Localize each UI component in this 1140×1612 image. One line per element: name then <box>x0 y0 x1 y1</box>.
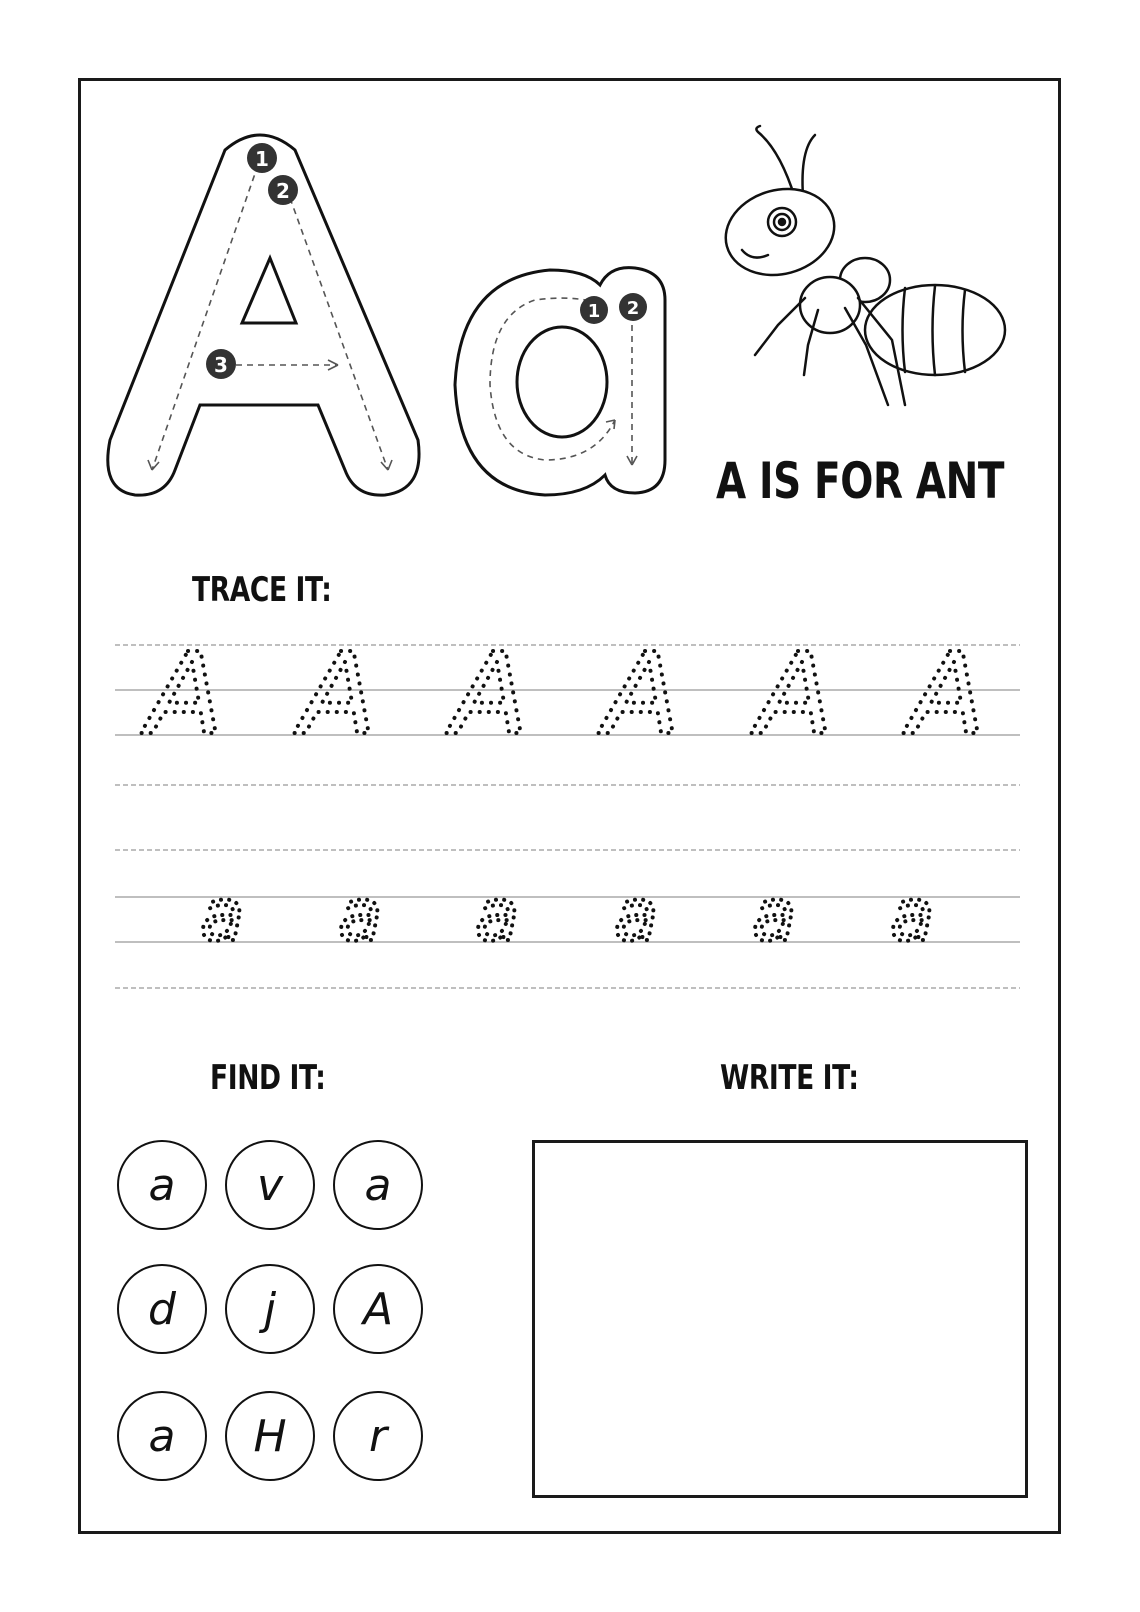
stroke-number-upper-1: 1 <box>255 147 269 171</box>
trace-lowercase-letter: a <box>613 873 659 957</box>
trace-uppercase-letter: A <box>756 630 834 760</box>
find-letter-label: a <box>148 1410 176 1462</box>
find-letter-label: j <box>263 1283 277 1335</box>
find-letter-circle[interactable] <box>225 1391 315 1481</box>
find-letter-circle[interactable] <box>333 1264 423 1354</box>
trace-area <box>0 620 1140 1000</box>
stroke-number-lower-1: 1 <box>587 301 601 322</box>
write-box[interactable] <box>532 1140 1028 1498</box>
trace-uppercase-letter: A <box>299 630 377 760</box>
stroke-number-upper-2: 2 <box>276 179 290 203</box>
write-heading: WRITE IT: <box>720 1058 859 1098</box>
page-title: A IS FOR ANT <box>716 452 1005 510</box>
trace-lowercase-letter: a <box>199 873 245 957</box>
stroke-number-upper-3: 3 <box>214 353 228 377</box>
find-letter-circle[interactable] <box>117 1264 207 1354</box>
trace-lowercase-letter: a <box>337 873 383 957</box>
find-letter-label: d <box>148 1283 176 1335</box>
find-letter-circle[interactable] <box>225 1264 315 1354</box>
trace-heading: TRACE IT: <box>192 570 332 610</box>
handwriting-lines <box>0 620 1140 1000</box>
find-letter-label: A <box>362 1283 394 1335</box>
find-letter-label: a <box>364 1159 392 1211</box>
find-heading: FIND IT: <box>210 1058 326 1098</box>
trace-lowercase-letter: a <box>474 873 520 957</box>
find-letter-circle[interactable] <box>117 1140 207 1230</box>
find-letter-circle[interactable] <box>333 1391 423 1481</box>
trace-lowercase-letter: a <box>889 873 935 957</box>
stroke-number-lower-2: 2 <box>626 298 640 319</box>
find-letter-label: H <box>253 1410 287 1462</box>
find-letter-circle[interactable] <box>333 1140 423 1230</box>
find-letter-label: r <box>368 1410 388 1462</box>
trace-lowercase-letter: a <box>751 873 797 957</box>
trace-uppercase-letter: A <box>451 630 529 760</box>
trace-uppercase-letter: A <box>603 630 681 760</box>
find-letter-label: v <box>256 1159 284 1211</box>
ant-icon <box>716 126 1005 405</box>
big-uppercase-letter <box>108 135 419 495</box>
trace-uppercase-letter: A <box>146 630 224 760</box>
find-letter-label: a <box>148 1159 176 1211</box>
find-letter-circle[interactable] <box>225 1140 315 1230</box>
find-letter-circle[interactable] <box>117 1391 207 1481</box>
trace-uppercase-letter: A <box>908 630 986 760</box>
